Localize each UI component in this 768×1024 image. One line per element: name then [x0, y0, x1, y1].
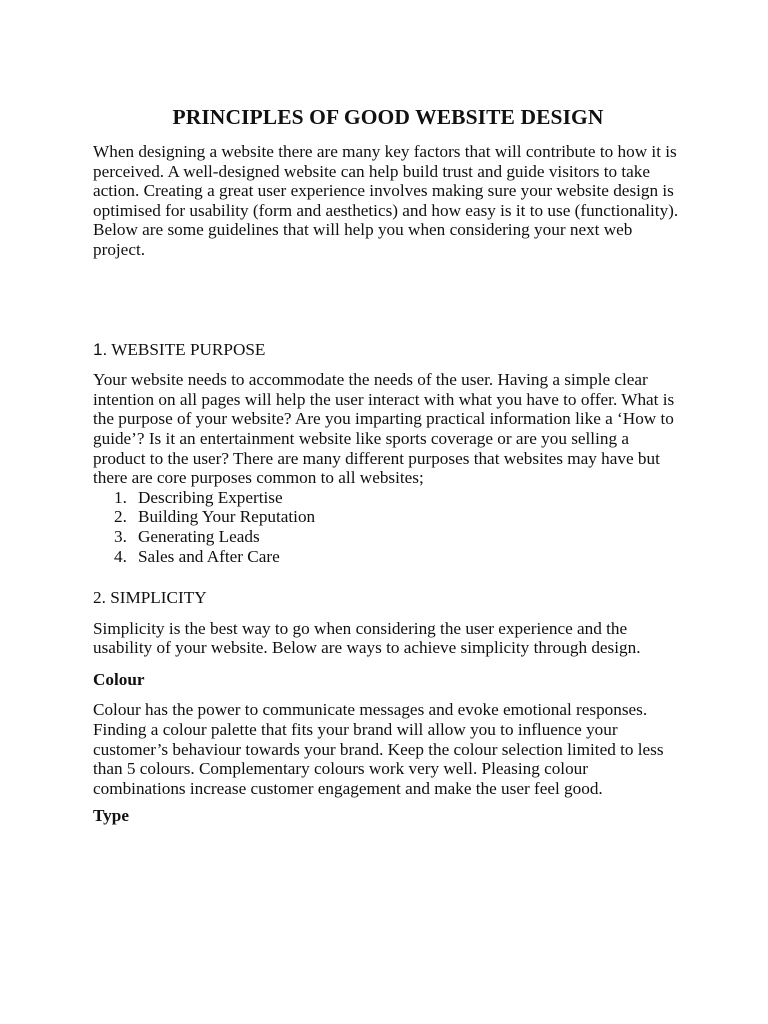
list-item [114, 488, 683, 508]
list-item-text: Sales and After Care [138, 546, 280, 566]
subheading-type: Type [93, 806, 129, 826]
spacer [93, 566, 683, 588]
page-title: PRINCIPLES OF GOOD WEBSITE DESIGN [172, 105, 604, 129]
list-item [114, 507, 683, 527]
list-item-number: 4. [114, 546, 127, 566]
list-item-number: 1. [114, 487, 127, 507]
list-item [114, 527, 683, 547]
list-item-text: Describing Expertise [138, 487, 283, 507]
spacer [93, 658, 683, 670]
section-number: 1. [93, 339, 108, 359]
spacer [93, 260, 683, 340]
section-heading-simplicity [93, 588, 683, 608]
list-item-number: 2. [114, 507, 127, 527]
intro-guidelines-paragraph: Below are some guidelines that will help you when considering your next web project. [93, 220, 633, 259]
list-item-text: Building Your Reputation [138, 507, 316, 527]
section-number: 2. [93, 588, 106, 608]
intro-paragraph: When designing a website there are many key factors that will contribute to how it is perceived. A well-designed website can help build trust and guide visitors to take action. Creating a great user experience involves making sure your website design is optimised for usability (form and aesthetics) and how easy is it to use (functionality). [93, 142, 679, 220]
section-body-website-purpose: Your website needs to accommodate the needs of the user. Having a simple clear intention on all pages will help the user interact with what you have to offer. What is the purpose of your website? Are you imparting practical information like a ‘How to guide’? Is it an entertainment website like sports coverage or are you selling a product to the user? There are many different purposes that websites may have but there are core purposes common to all websites; [93, 370, 675, 488]
list-item-text: Generating Leads [138, 526, 260, 546]
purpose-list [93, 488, 683, 566]
document-page [93, 104, 683, 837]
section-title: WEBSITE PURPOSE [111, 339, 266, 359]
spacer [93, 798, 683, 806]
subsection-body-colour: Colour has the power to communicate messages and evoke emotional responses. Finding a colour palette that fits your brand will allow you to influence your customer’s behaviour towards your brand. Keep the colour selection limited to less than 5 colours. Complementary colours work very well. Pleasing colour combinations increase customer engagement and make the user feel good. [93, 700, 664, 798]
section-body-simplicity: Simplicity is the best way to go when considering the user experience and the usability of your website. Below are ways to achieve simplicity through design. [93, 618, 641, 658]
subheading-colour: Colour [93, 669, 145, 689]
section-heading-website-purpose [93, 340, 683, 360]
list-item [114, 547, 683, 567]
list-item-number: 3. [114, 526, 127, 546]
section-title: SIMPLICITY [110, 588, 207, 608]
